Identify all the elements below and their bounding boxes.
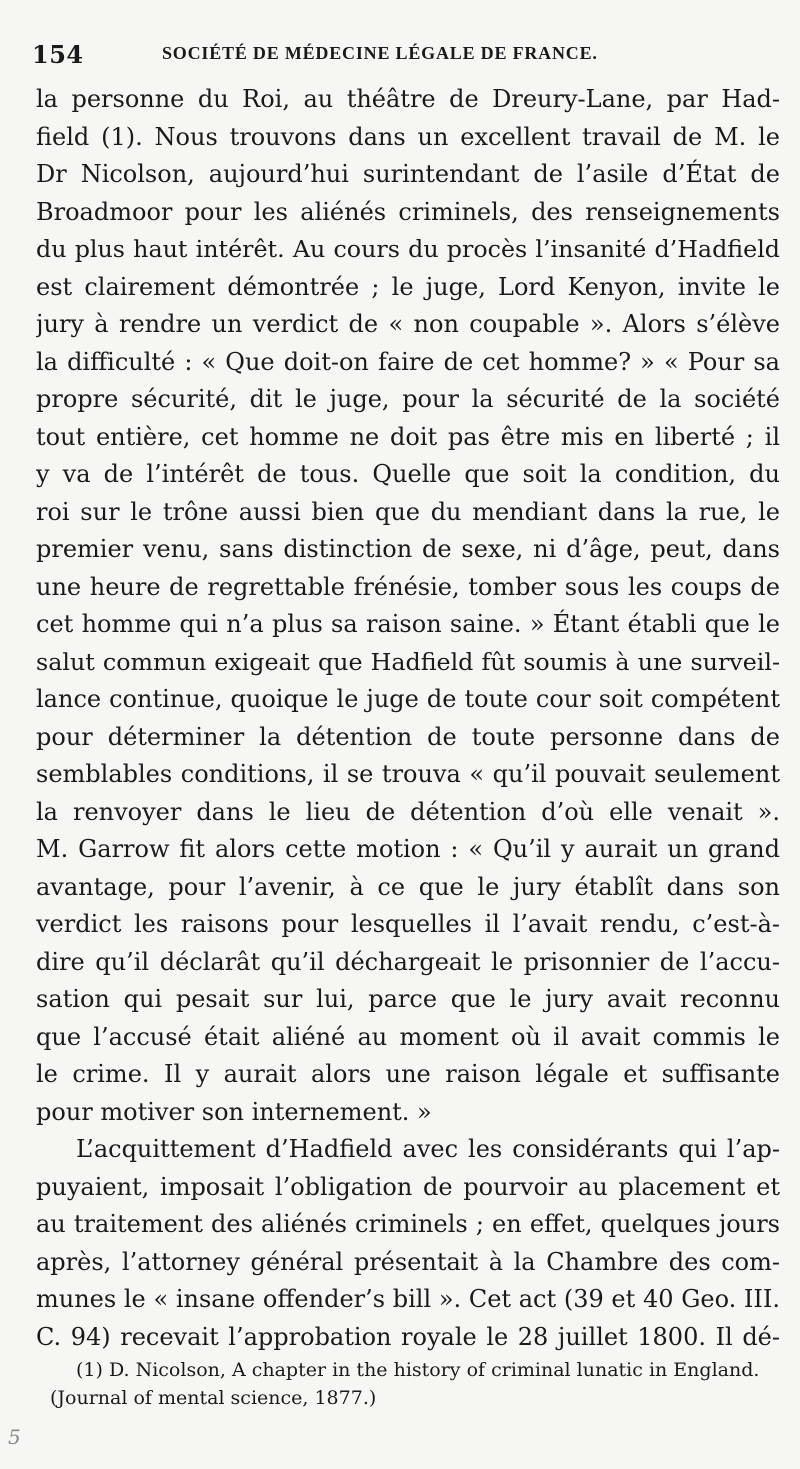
- text-line: que l’accusé était aliéné au moment où il avait commis le: [36, 1022, 780, 1051]
- body-text: [36, 81, 780, 1356]
- footnotes: [50, 1356, 790, 1412]
- text-line: le crime. Il y aurait alors une raison légale et suffisante: [36, 1060, 780, 1088]
- running-header: [32, 40, 780, 74]
- text-line: sation qui pesait sur lui, parce que le jury avait reconnu: [36, 985, 780, 1013]
- footnote-line: (1) D. Nicolson, A chapter in the history of criminal lunatic in England.: [76, 1359, 760, 1381]
- text-line: pour motiver son internement. »: [36, 1097, 432, 1126]
- text-line: la difficulté : « Que doit-on faire de cet homme? » « Pour sa: [36, 347, 780, 376]
- text-line: L’acquittement d’Hadfield avec les considérants qui l’ap-: [76, 1135, 780, 1163]
- text-line: dire qu’il déclarât qu’il déchargeait le prisonnier de l’accu-: [36, 947, 780, 976]
- text-line: y va de l’intérêt de tous. Quelle que soit la condition, du: [36, 460, 780, 488]
- text-line: M. Garrow fit alors cette motion : « Qu’il y aurait un grand: [36, 835, 780, 863]
- text-line: Broadmoor pour les aliénés criminels, des renseignements: [36, 197, 780, 226]
- text-line: verdict les raisons pour lesquelles il l’avait rendu, c’est-à-: [36, 910, 780, 938]
- running-title: SOCIÉTÉ DE MÉDECINE LÉGALE DE FRANCE.: [162, 43, 598, 63]
- text-line: premier venu, sans distinction de sexe, ni d’âge, peut, dans: [36, 535, 780, 563]
- text-line: la renvoyer dans le lieu de détention d’où elle venait ».: [36, 797, 780, 826]
- page-number: 154: [32, 40, 84, 69]
- text-line: la personne du Roi, au théâtre de Dreury-Lane, par Had-: [36, 85, 780, 113]
- text-line: propre sécurité, dit le juge, pour la sécurité de la société: [36, 385, 780, 413]
- text-line: avantage, pour l’avenir, à ce que le jury établît dans son: [36, 872, 780, 901]
- text-line: tout entière, cet homme ne doit pas être mis en liberté ; il: [36, 422, 780, 451]
- text-line: une heure de regrettable frénésie, tomber sous les coups de: [36, 572, 780, 601]
- text-line: du plus haut intérêt. Au cours du procès l’insanité d’Hadfield: [36, 235, 780, 263]
- text-line: field (1). Nous trouvons dans un excellent travail de M. le: [36, 122, 780, 151]
- text-line: cet homme qui n’a plus sa raison saine. » Étant établi que le: [36, 610, 780, 638]
- text-line: après, l’attorney général présentait à la Chambre des com-: [36, 1247, 780, 1276]
- text-line: Dr Nicolson, aujourd’hui surintendant de l’asile d’État de: [36, 160, 780, 188]
- text-line: puyaient, imposait l’obligation de pourvoir au placement et: [36, 1172, 780, 1201]
- text-line: semblables conditions, il se trouva « qu’il pouvait seulement: [36, 760, 780, 788]
- text-line: au traitement des aliénés criminels ; en effet, quelques jours: [36, 1210, 780, 1238]
- text-line: lance continue, quoique le juge de toute cour soit compétent: [36, 685, 780, 713]
- footnote-line: (Journal of mental science, 1877.): [50, 1387, 377, 1409]
- text-line: munes le « insane offender’s bill ». Cet act (39 et 40 Geo. III.: [36, 1285, 780, 1313]
- text-line: roi sur le trône aussi bien que du mendiant dans la rue, le: [36, 497, 780, 526]
- text-line: jury à rendre un verdict de « non coupable ». Alors s’élève: [36, 310, 780, 338]
- margin-mark: 5: [8, 1425, 21, 1449]
- text-line: pour déterminer la détention de toute personne dans de: [36, 722, 780, 751]
- text-line: est clairement démontrée ; le juge, Lord Kenyon, invite le: [36, 272, 780, 301]
- text-line: salut commun exigeait que Hadfield fût soumis à une surveil-: [36, 647, 780, 676]
- text-line: C. 94) recevait l’approbation royale le 28 juillet 1800. Il dé-: [36, 1322, 780, 1351]
